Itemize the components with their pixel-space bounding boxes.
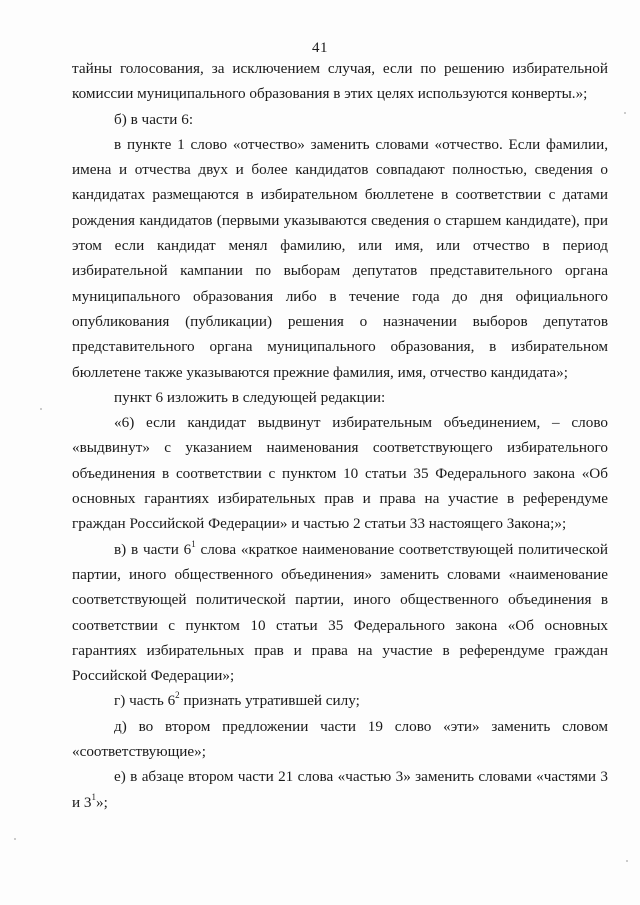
paragraph — [72, 714, 608, 765]
superscript-index: 2 — [175, 690, 180, 701]
scan-speck — [40, 408, 42, 410]
page-number: 41 — [312, 40, 328, 56]
superscript-index: 1 — [91, 791, 97, 802]
paragraph-text: д) во втором предложении части 19 слово «эти» заменить словом «соответствующие»; — [72, 717, 608, 761]
paragraph — [72, 537, 608, 689]
document-body — [72, 56, 608, 815]
paragraph-text: слова «краткое наименование соответствующей политической партии, иного общественного объединения» заменить словами «наименование соответствующей политической партии, иного общественного объединения в соответствии с пунктом 10 статьи 35 Федерального закона «Об основных гарантиях избирательных прав и права на участие в референдуме граждан Российской Федерации»; — [72, 540, 608, 685]
scan-speck — [14, 838, 16, 840]
superscript-index: 1 — [191, 538, 196, 549]
paragraph — [72, 764, 608, 815]
paragraph — [72, 132, 608, 385]
paragraph-text: в пункте 1 слово «отчество» заменить словами «отчество. Если фамилии, имена и отчества двух и более кандидатов совпадают полностью, сведения о кандидатах размещаются в избирательном бюллетене в соответствии с датами рождения кандидатов (первыми указываются сведения о старшем кандидате), при этом если кандидат менял фамилию, или имя, или отчество в период избирательной кампании по выборам депутатов представительного органа муниципального образования либо в течение года до дня официального опубликования (публикации) решения о назначении выборов депутатов представительного органа муниципального образования, в избирательном бюллетене также указываются прежние фамилия, имя, отчество кандидата»; — [72, 135, 608, 381]
paragraph-text: тайны голосования, за исключением случая, если по решению избирательной комиссии муниципального образования в этих целях используются конверты.»; — [72, 60, 608, 103]
paragraph — [72, 107, 608, 132]
paragraph — [72, 688, 608, 713]
paragraph-text: »; — [96, 793, 108, 811]
paragraph-text: «6) если кандидат выдвинут избирательным объединением, – слово «выдвинут» с указанием наименования соответствующего избирательного объединения в соответствии с пунктом 10 статьи 35 Федерального закона «Об основных гарантиях избирательных прав и права на участие в референдуме граждан Российской Федерации» и частью 2 статьи 33 настоящего Закона;»; — [72, 414, 608, 533]
paragraph — [72, 385, 608, 410]
paragraph-text: е) в абзаце втором части 21 слова «частью 3» заменить словами «частями 3 и 3 — [72, 768, 608, 811]
paragraph — [72, 410, 608, 536]
paragraph-text: б) в части 6: — [114, 110, 194, 128]
scan-speck — [624, 112, 626, 114]
paragraph-text: г) часть 6 — [114, 692, 176, 710]
scan-speck — [626, 860, 628, 862]
paragraph-text: в) в части 6 — [114, 540, 192, 558]
paragraph — [72, 56, 608, 107]
paragraph-text: признать утратившей силу; — [179, 692, 360, 710]
paragraph-text: пункт 6 изложить в следующей редакции: — [114, 388, 386, 406]
